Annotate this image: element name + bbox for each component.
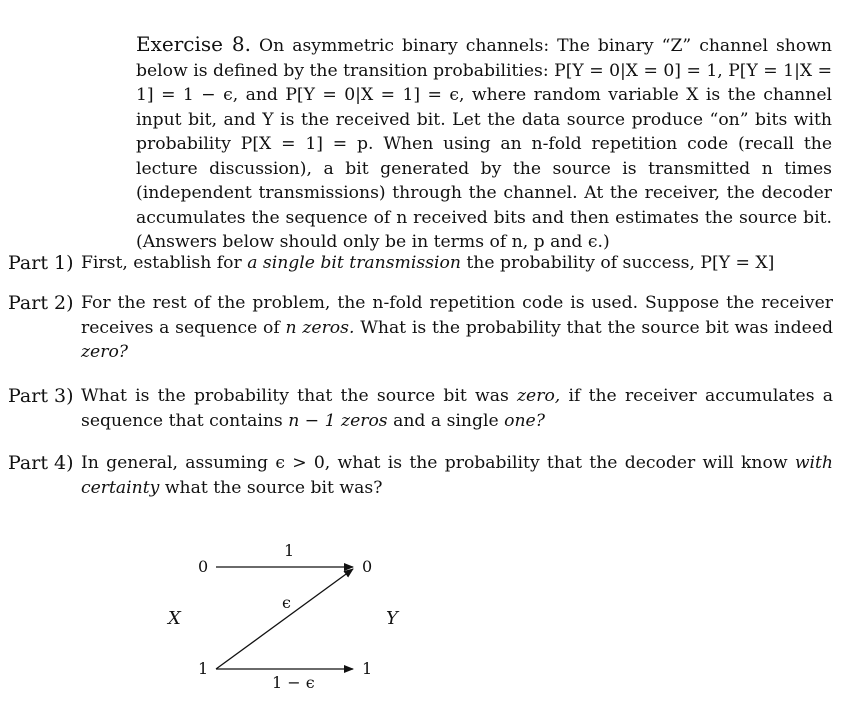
part-2-text-italic-2: zero?	[81, 342, 129, 362]
part-3-text-a: What is the probability that the source bit was	[81, 386, 517, 406]
part-4-text-a: In general, assuming ϵ > 0, what is the probability that the decoder will know	[81, 453, 795, 473]
part-3-text-italic: zero,	[517, 386, 561, 406]
part-1-text-b: the probability of success, P[Y = X]	[460, 253, 775, 273]
part-2-text	[81, 291, 833, 365]
edge-1-to-0	[216, 569, 353, 669]
part-4-text	[81, 451, 833, 500]
edge-label-1: 1	[284, 541, 295, 560]
exercise-title: Exercise 8.	[136, 32, 251, 56]
part-3-label: Part 3)	[8, 385, 74, 407]
part-1-text	[81, 251, 833, 276]
part-1-text-a: First, establish for	[81, 253, 248, 273]
part-1-label: Part 1)	[8, 252, 74, 274]
part-2-text-b: What is the probability that the source bit was indeed	[354, 317, 834, 338]
part-3-text-italic-2: n − 1 zeros	[288, 410, 388, 431]
exercise-intro	[32, 32, 832, 255]
z-channel-diagram	[150, 535, 430, 710]
part-3-text-b: if the receiver accumulates a sequence that contains	[81, 386, 833, 431]
part-3-text-c: and a single	[387, 410, 505, 431]
edge-label-epsilon: ϵ	[282, 593, 291, 612]
part-2-text-a: For the rest of the problem, the n-fold repetition code is used. Suppose the receiver receives a sequence of	[81, 293, 833, 338]
part-2-label: Part 2)	[8, 292, 74, 314]
part-4-text-b: what the source bit was?	[159, 477, 383, 498]
output-1-label: 1	[362, 659, 373, 678]
input-variable-x: X	[168, 608, 181, 629]
output-0-label: 0	[362, 557, 373, 576]
part-2-text-italic: n zeros.	[285, 317, 355, 338]
input-0-label: 0	[198, 557, 209, 576]
exercise-intro-text: On asymmetric binary channels: The binary “Z” channel shown below is defined by the transition probabilities: P[Y = 0|X = 0] = 1, P[Y = 1|X = 1] = 1 − ϵ, and P[Y = 0|X = 1] = ϵ, where random variable X is the channel input bit, and Y is the received bit. Let the data source produce “on” bits with probability P[X = 1] = p. When using an n-fold repetition code (recall the lecture discussion), a bit generated by the source is transmitted n times (independent transmissions) through the channel. At the receiver, the decoder accumulates the sequence of n received bits and then estimates the source bit. (Answers below should only be in terms of n, p and ϵ.)	[136, 36, 832, 252]
input-1-label: 1	[198, 659, 209, 678]
output-variable-y: Y	[386, 608, 398, 629]
part-3-text-italic-3: one?	[504, 410, 545, 431]
part-4-text-italic: with certainty	[81, 453, 833, 498]
part-1-text-italic: a single bit transmission	[247, 253, 461, 273]
edge-label-one-minus-epsilon: 1 − ϵ	[272, 673, 315, 692]
part-4-label: Part 4)	[8, 452, 74, 474]
part-3-text	[81, 384, 833, 433]
intro-paragraph	[32, 32, 832, 255]
